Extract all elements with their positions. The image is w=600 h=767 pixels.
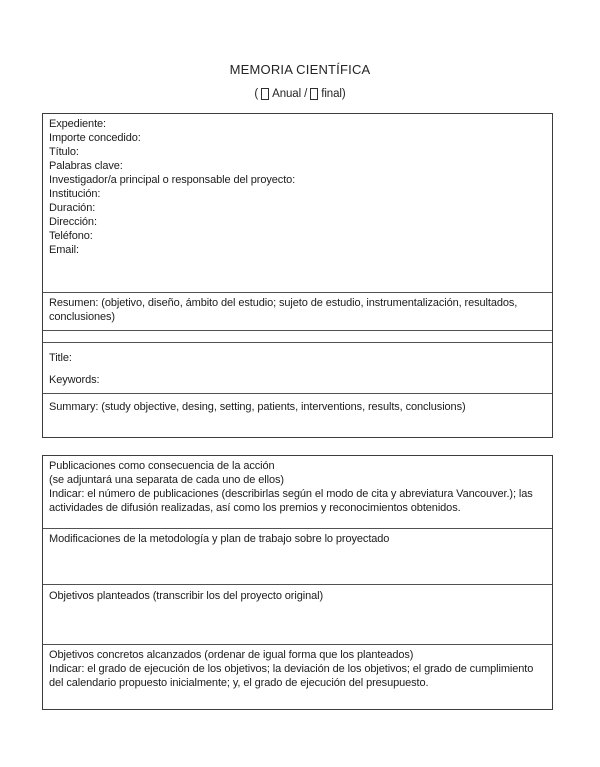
field-institucion: Institución:: [49, 188, 101, 200]
open-paren-text: (: [254, 88, 259, 100]
field-titulo: Título:: [49, 146, 79, 158]
modificaciones-label: Modificaciones de la metodología y plan de trabajo sobre lo proyectado: [49, 533, 390, 545]
identification-fields-row: [43, 114, 552, 292]
publicaciones-heading: Publicaciones como consecuencia de la acción: [49, 460, 275, 472]
field-email: Email:: [49, 244, 79, 256]
final-checkbox-icon[interactable]: [310, 88, 318, 100]
anual-option-label: Anual /: [272, 88, 308, 100]
objetivos-planteados-row: [43, 584, 552, 644]
page-title: MEMORIA CIENTÍFICA: [229, 62, 371, 77]
summary-row: [43, 393, 552, 437]
objetivos-planteados-label: Objetivos planteados (transcribir los del proyecto original): [49, 590, 324, 602]
report-box: [42, 455, 553, 710]
field-expediente: Expediente:: [49, 118, 106, 130]
field-investigador: Investigador/a principal o responsable del proyecto:: [49, 174, 296, 186]
publicaciones-row: [43, 456, 552, 528]
field-telefono: Teléfono:: [49, 230, 93, 242]
english-title-keywords-row: [43, 342, 552, 393]
anual-checkbox-icon[interactable]: [261, 88, 269, 100]
objetivos-alcanzados-row: [43, 644, 552, 709]
field-duracion: Duración:: [49, 202, 96, 214]
objetivos-alcanzados-heading: Objetivos concretos alcanzados (ordenar de igual forma que los planteados): [49, 649, 414, 661]
field-importe: Importe concedido:: [49, 132, 141, 144]
publicaciones-note: (se adjuntará una separata de cada uno de ellos): [49, 474, 284, 486]
final-option-label: final): [321, 88, 346, 100]
field-direccion: Dirección:: [49, 216, 97, 228]
summary-label: Summary: (study objective, desing, setting, patients, interventions, results, conclusions): [49, 401, 466, 413]
publicaciones-instructions: Indicar: el número de publicaciones (describirlas según el modo de cita y abreviatura Vancouver.); las actividades de difusión realizadas, así como los premios y reconocimientos obtenidos.: [49, 488, 533, 514]
field-palabras-clave: Palabras clave:: [49, 160, 123, 172]
field-keywords-en: Keywords:: [49, 374, 100, 386]
resumen-row: [43, 292, 552, 330]
field-title-en: Title:: [49, 352, 72, 364]
resumen-label: Resumen: (objetivo, diseño, ámbito del estudio; sujeto de estudio, instrumentalización, resultados, conclusiones): [49, 297, 518, 323]
identification-box: [42, 113, 553, 438]
modificaciones-row: [43, 528, 552, 584]
objetivos-alcanzados-instructions: Indicar: el grado de ejecución de los objetivos; la deviación de los objetivos; el grado de cumplimiento del calendario propuesto inicialmente; y, el grado de ejecución del presupuesto.: [49, 663, 534, 689]
report-type-selector: [0, 88, 600, 100]
spacer-row: [43, 330, 552, 342]
